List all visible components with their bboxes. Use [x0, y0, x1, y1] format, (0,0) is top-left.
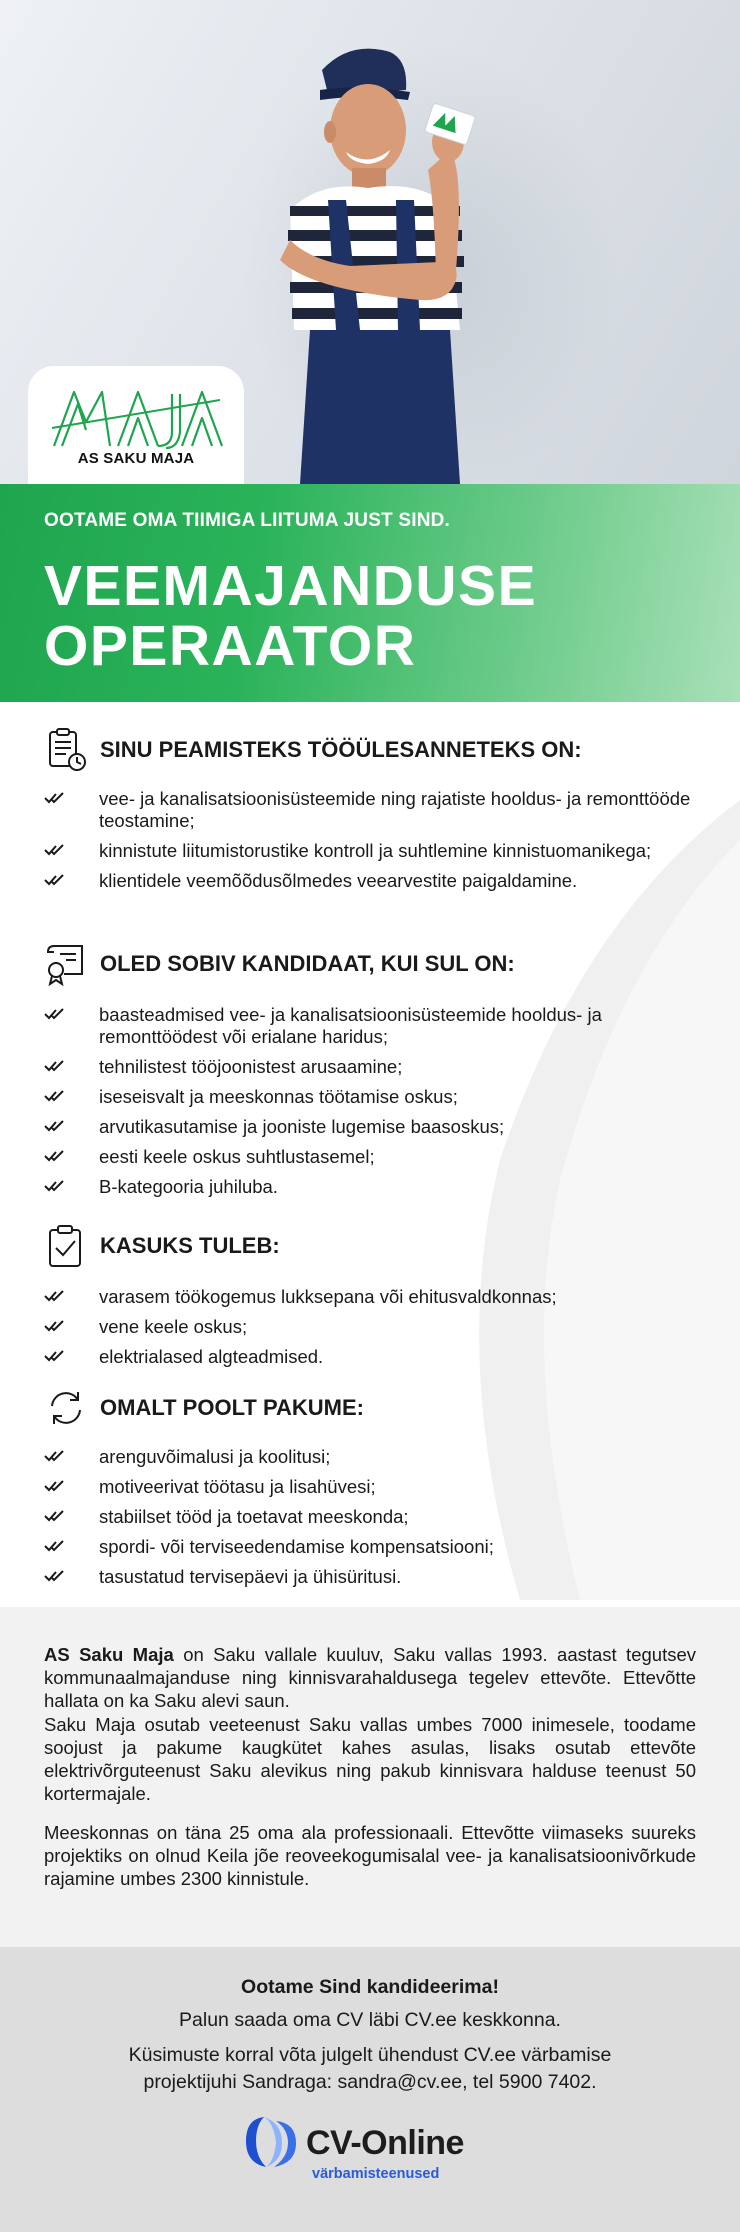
double-check-icon	[44, 1568, 66, 1584]
list-item: varasem töökogemus lukksepana või ehitusvaldkonnas;	[44, 1286, 694, 1308]
company-logo-text: AS SAKU MAJA	[77, 450, 195, 467]
cv-online-brand-sub: värbamisteenused	[312, 2166, 440, 2182]
certificate-icon	[44, 942, 88, 986]
section-requirements-title: OLED SOBIV KANDIDAAT, KUI SUL ON:	[100, 951, 515, 976]
cv-online-logo-icon	[242, 2113, 302, 2171]
double-check-icon	[44, 1006, 66, 1022]
double-check-icon	[44, 1148, 66, 1164]
contact-line-1: Küsimuste korral võta julgelt ühendust CV.ee värbamise	[128, 2044, 612, 2066]
list-item: spordi- või terviseedendamise kompensatsiooni;	[44, 1536, 694, 1558]
section-advantage-title: KASUKS TULEB:	[100, 1233, 280, 1258]
list-item: B-kategooria juhiluba.	[44, 1176, 694, 1198]
double-check-icon	[44, 842, 66, 858]
list-item: iseseisvalt ja meeskonnas töötamise oskus;	[44, 1086, 694, 1108]
tasks-list	[44, 788, 694, 900]
task-list-clock-icon	[44, 728, 88, 772]
double-check-icon	[44, 1178, 66, 1194]
about-paragraph-2: Saku Maja osutab veeteenust Saku vallas umbes 7000 inimesele, toodame soojust ja pakume kaugkütet kahes asulas, lisaks osutab ettevõte elektrivõrguteenust Saku alevikus ning pakub kinnisvara halduse teenust 50 kortermajale.	[44, 1714, 696, 1804]
offer-list	[44, 1446, 694, 1596]
double-check-icon	[44, 1478, 66, 1494]
list-item: stabiilset tööd ja toetavat meeskonda;	[44, 1506, 694, 1528]
double-check-icon	[44, 1348, 66, 1364]
list-item: elektrialased algteadmised.	[44, 1346, 694, 1368]
double-check-icon	[44, 790, 66, 806]
list-item: vee- ja kanalisatsioonisüsteemide ning rajatiste hooldus- ja remonttööde teostamine;	[44, 788, 694, 832]
requirements-list	[44, 1004, 694, 1206]
list-item: arenguvõimalusi ja koolitusi;	[44, 1446, 694, 1468]
list-item: tasustatud tervisepäevi ja ühisüritusi.	[44, 1566, 694, 1588]
clipboard-check-icon	[44, 1224, 88, 1268]
company-about	[0, 1607, 740, 1947]
job-title	[44, 556, 537, 676]
list-item: klientidele veemõõdusõlmedes veearvestite paigaldamine.	[44, 870, 694, 892]
cv-online-brand-name: CV-Online	[306, 2124, 464, 2162]
double-check-icon	[44, 1088, 66, 1104]
contact-line-2: projektijuhi Sandraga: sandra@cv.ee, tel 5900 7402.	[143, 2071, 597, 2093]
list-item: kinnistute liitumistorustike kontroll ja suhtlemine kinnistuomanikega;	[44, 840, 694, 862]
double-check-icon	[44, 1318, 66, 1334]
banner-subtitle: OOTAME OMA TIIMIGA LIITUMA JUST SIND.	[44, 510, 451, 531]
list-item: tehnilistest tööjoonistest arusaamine;	[44, 1056, 694, 1078]
hero-image	[0, 0, 740, 484]
list-item: eesti keele oskus suhtlustasemel;	[44, 1146, 694, 1168]
double-check-icon	[44, 1288, 66, 1304]
section-offer-heading	[44, 1386, 364, 1430]
apply-call: Ootame Sind kandideerima!	[241, 1976, 499, 1998]
job-title-line-2: OPERAATOR	[44, 614, 417, 678]
list-item: motiveerivat töötasu ja lisahüvesi;	[44, 1476, 694, 1498]
list-item: vene keele oskus;	[44, 1316, 694, 1338]
section-tasks-title: SINU PEAMISTEKS TÖÖÜLESANNETEKS ON:	[100, 737, 582, 762]
double-check-icon	[44, 1058, 66, 1074]
saku-maja-logo-icon	[48, 382, 224, 452]
double-check-icon	[44, 1448, 66, 1464]
double-check-icon	[44, 1538, 66, 1554]
double-check-icon	[44, 872, 66, 888]
double-check-icon	[44, 1118, 66, 1134]
double-check-icon	[44, 1508, 66, 1524]
section-tasks-heading	[44, 728, 582, 772]
job-title-line-1: VEEMAJANDUSE	[44, 554, 538, 618]
worker-illustration	[250, 30, 570, 484]
company-name: AS Saku Maja	[44, 1644, 174, 1665]
list-item: arvutikasutamise ja jooniste lugemise baasoskus;	[44, 1116, 694, 1138]
apply-instructions: Palun saada oma CV läbi CV.ee keskkonna.	[179, 2009, 561, 2031]
about-paragraph-1: AS Saku Maja on Saku vallale kuuluv, Saku vallas 1993. aastast tegutsev kommunaalmajanduse ning kinnisvarahaldusega tegelev ettevõte. Ettevõtte hallata on ka Saku alevi saun.	[44, 1644, 696, 1711]
list-item: baasteadmised vee- ja kanalisatsioonisüsteemide hooldus- ja remonttöödest või erialane haridus;	[44, 1004, 694, 1048]
section-requirements-heading	[44, 942, 515, 986]
advantage-list	[44, 1286, 694, 1376]
about-paragraph-3: Meeskonnas on täna 25 oma ala professionaali. Ettevõtte viimaseks suureks projektiks on olnud Keila jõe reoveekogumisalal vee- ja kanalisatsioonivõrkude rajamine umbes 2300 kinnistule.	[44, 1822, 696, 1889]
section-offer-title: OMALT POOLT PAKUME:	[100, 1395, 364, 1420]
section-advantage-heading	[44, 1224, 280, 1268]
refresh-arrows-icon	[44, 1386, 88, 1430]
